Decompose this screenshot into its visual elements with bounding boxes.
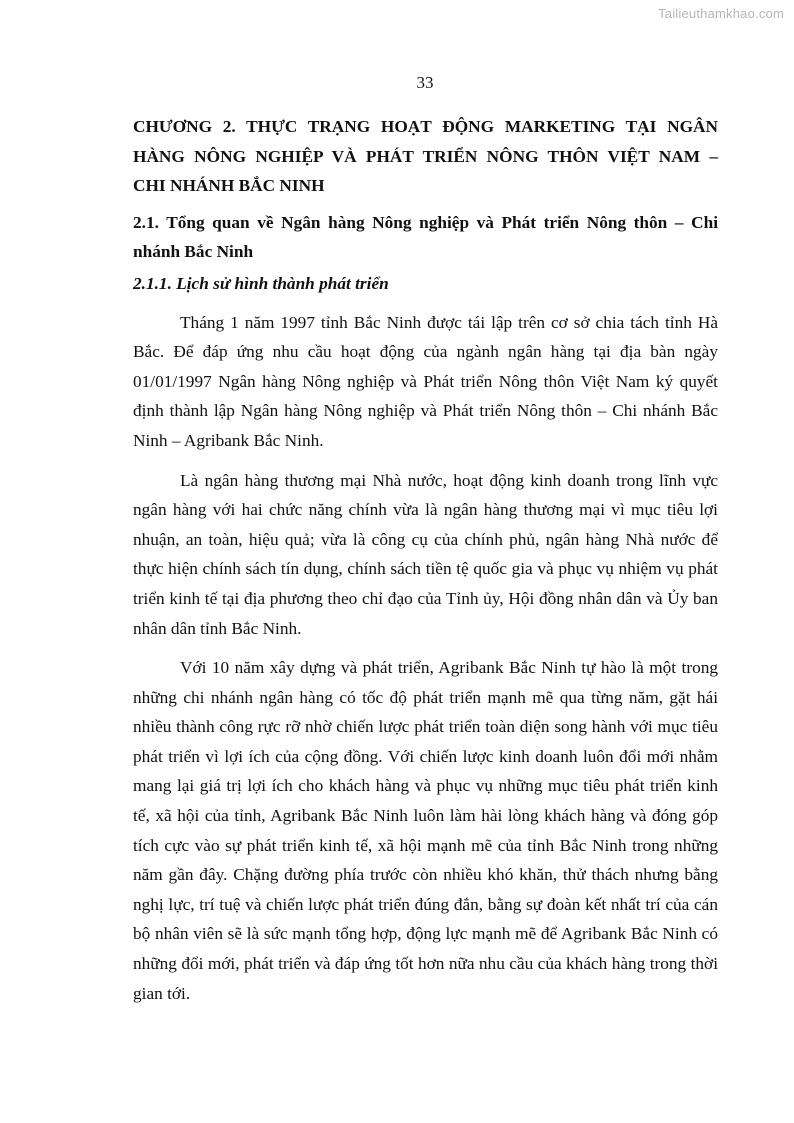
chapter-title [133,112,718,201]
paragraph-line: tế, xã hội của tỉnh, Agribank Bắc Ninh luôn làm hài lòng khách hàng và đóng góp [133,806,718,826]
paragraph-line: ngân hàng với hai chức năng chính vừa là ngân hàng thương mại vì mục tiêu lợi [133,500,718,520]
paragraph-line: nhuận, an toàn, hiệu quả; vừa là công cụ của chính phủ, ngân hàng Nhà nước để [133,529,718,549]
section-title [133,208,718,267]
watermark: Tailieuthamkhao.com [658,6,784,21]
paragraph-line: triển kinh tế tại địa phương theo chỉ đạo của Tỉnh ủy, Hội đồng nhân dân và Ủy ban [133,588,718,608]
paragraph-line: những chi nhánh ngân hàng có tốc độ phát triển mạnh mẽ qua từng năm, gặt hái [133,687,718,707]
paragraph-line: định thành lập Ngân hàng Nông nghiệp và Phát triển Nông thôn – Chi nhánh Bắc [133,401,718,421]
paragraph-line: bộ nhân viên sẽ là sức mạnh tổng hợp, động lực mạnh mẽ để Agribank Bắc Ninh có [133,924,718,944]
paragraph-line: những đổi mới, phát triển và đáp ứng tốt hơn nữa nhu cầu của khách hàng trong thời [133,954,718,974]
paragraph-line: thực hiện chính sách tín dụng, chính sách tiền tệ quốc gia và phục vụ nhiệm vụ phát [133,559,718,579]
paragraph [133,308,718,456]
chapter-title-line: CHI NHÁNH BẮC NINH [133,176,325,196]
paragraph-line: nhân dân tỉnh Bắc Ninh. [133,618,302,638]
section-title-line: nhánh Bắc Ninh [133,242,254,262]
subsection-title: 2.1.1. Lịch sử hình thành phát triển [133,273,389,293]
chapter-title-line: CHƯƠNG 2. THỰC TRẠNG HOẠT ĐỘNG MARKETING TẠI NGÂN [133,117,718,136]
paragraph-line: năm gần đây. Chặng đường phía trước còn nhiều khó khăn, thử thách nhưng bằng [133,865,718,885]
paragraph-line: phát triển vì lợi ích của cộng đồng. Với chiến lược kinh doanh luôn đổi mới nhằm [133,746,718,766]
chapter-title-line: HÀNG NÔNG NGHIỆP VÀ PHÁT TRIỂN NÔNG THÔN VIỆT NAM – [133,146,718,166]
paragraph-line: Bắc. Để đáp ứng nhu cầu hoạt động của ngành ngân hàng tại địa bàn ngày [133,342,718,362]
paragraph-line: tích cực vào sự phát triển kinh tế, xã hội mạnh mẽ của tỉnh Bắc Ninh trong những [133,835,718,855]
paragraph-line: 01/01/1997 Ngân hàng Nông nghiệp và Phát triển Nông thôn Việt Nam ký quyết [133,371,718,391]
paragraph-line: Với 10 năm xây dựng và phát triển, Agribank Bắc Ninh tự hào là một trong [180,658,718,678]
paragraph-line: gian tới. [133,983,191,1003]
page-number: 33 [416,73,434,92]
paragraph-line: Là ngân hàng thương mại Nhà nước, hoạt động kinh doanh trong lĩnh vực [180,470,718,490]
paragraph [133,653,718,1008]
section-title-line: 2.1. Tổng quan về Ngân hàng Nông nghiệp và Phát triển Nông thôn – Chi [133,212,718,232]
paragraph-line: Ninh – Agribank Bắc Ninh. [133,430,324,450]
paragraph-line: nghị lực, trí tuệ và chiến lược phát triển đúng đắn, bằng sự đoàn kết nhất trí của cán [133,894,718,914]
paragraph [133,466,718,644]
document-body [133,112,718,1008]
paragraph-line: Tháng 1 năm 1997 tỉnh Bắc Ninh được tái lập trên cơ sở chia tách tỉnh Hà [180,312,718,332]
paragraph-line: nhiều thành công rực rỡ nhờ chiến lược phát triển toàn diện song hành với mục tiêu [133,717,718,737]
paragraph-line: mang lại giá trị lợi ích cho khách hàng và phục vụ những mục tiêu phát triển kinh [133,776,718,796]
